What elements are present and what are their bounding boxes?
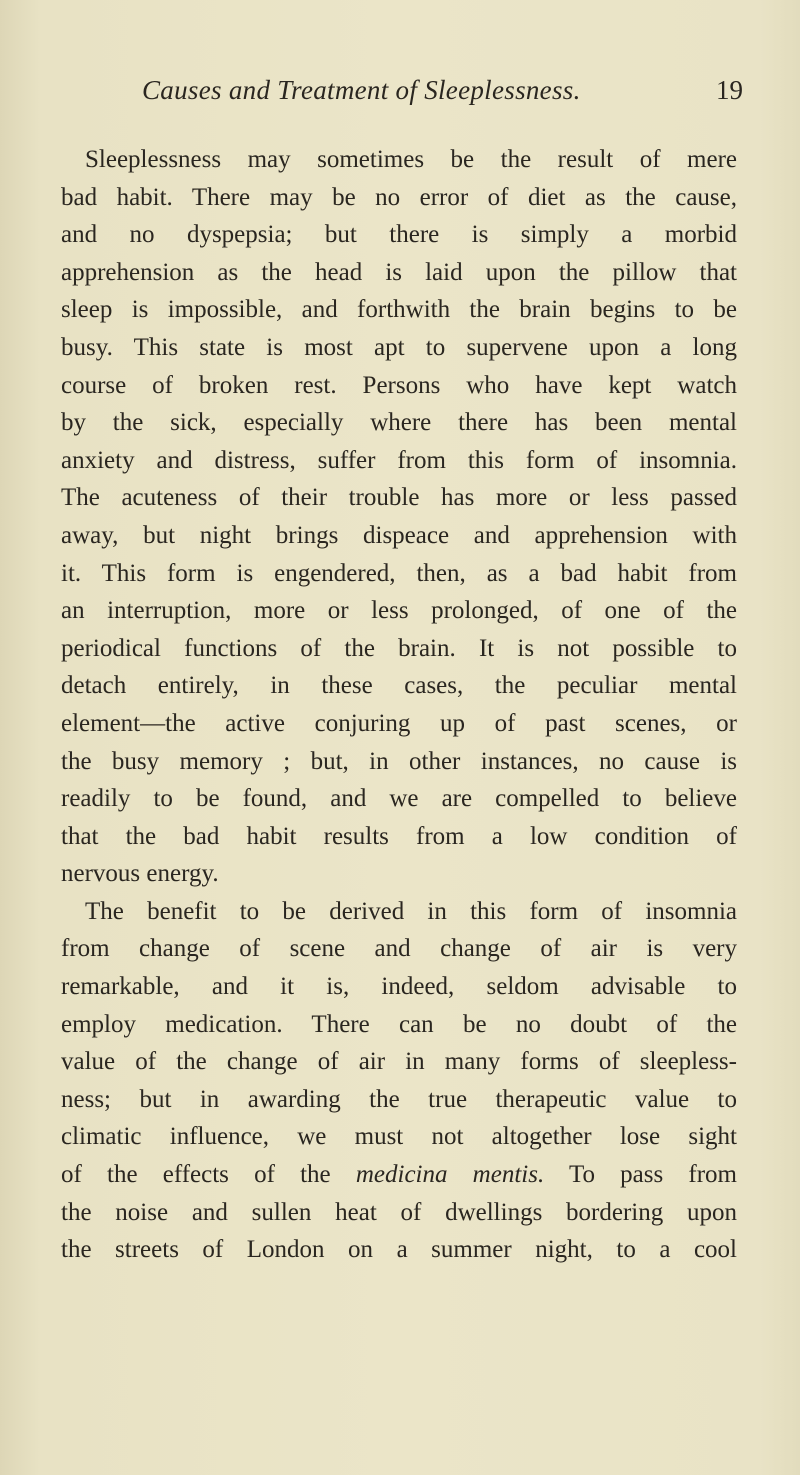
text-line bbox=[61, 555, 737, 593]
text-line-content: of the effects of the bbox=[61, 1161, 356, 1189]
text-line-content: the noise and sullen heat of dwellings bordering upon bbox=[61, 1198, 737, 1226]
text-line bbox=[61, 930, 737, 968]
text-line-content: nervous energy. bbox=[61, 860, 219, 888]
text-line-content: employ medication. There can be no doubt of the bbox=[61, 1010, 737, 1038]
text-line bbox=[61, 667, 737, 705]
text-line-content: apprehension as the head is laid upon the pillow that bbox=[61, 258, 737, 286]
text-line bbox=[61, 404, 737, 442]
text-line bbox=[61, 630, 737, 668]
running-head-title: Causes and Treatment of Sleeplessness. bbox=[142, 75, 581, 105]
text-line-content: an interruption, more or less prolonged, of one of the bbox=[61, 597, 737, 625]
text-line-content: Sleeplessness may sometimes be the result of mere bbox=[85, 146, 737, 173]
text-line bbox=[61, 1156, 737, 1194]
text-line-content: the busy memory ; but, in other instances, no cause is bbox=[61, 747, 737, 775]
text-line-content: by the sick, especially where there has been mental bbox=[61, 409, 737, 437]
text-line-content: from change of scene and change of air is very bbox=[61, 935, 737, 963]
text-line bbox=[61, 367, 737, 405]
text-line bbox=[61, 780, 737, 818]
text-line-content: sleep is impossible, and forthwith the brain begins to be bbox=[61, 296, 737, 324]
italic-term: medicina mentis. bbox=[355, 1161, 545, 1189]
running-head bbox=[0, 72, 800, 112]
text-line-content: bad habit. There may be no error of diet as the cause, bbox=[61, 183, 737, 211]
text-line-content: The acuteness of their trouble has more or less passed bbox=[61, 484, 737, 512]
text-line-content: it. This form is engendered, then, as a bad habit from bbox=[61, 559, 737, 587]
text-line bbox=[61, 855, 737, 893]
text-line bbox=[61, 442, 737, 480]
text-line bbox=[61, 1043, 737, 1081]
text-line bbox=[61, 141, 737, 179]
text-line bbox=[61, 216, 737, 254]
text-line bbox=[61, 517, 737, 555]
text-line bbox=[61, 1006, 737, 1044]
text-line bbox=[61, 291, 737, 329]
text-line bbox=[61, 968, 737, 1006]
text-line-content: readily to be found, and we are compelled to believe bbox=[61, 785, 737, 813]
text-line-content: anxiety and distress, suffer from this form of insomnia. bbox=[61, 446, 737, 474]
text-line bbox=[61, 818, 737, 856]
text-line-content: ness; but in awarding the true therapeutic value to bbox=[61, 1085, 737, 1113]
text-line-content: and no dyspepsia; but there is simply a morbid bbox=[61, 221, 737, 249]
text-line bbox=[61, 743, 737, 781]
text-line-content: The benefit to be derived in this form of insomnia bbox=[85, 897, 737, 925]
text-line-content: away, but night brings dispeace and apprehension with bbox=[61, 521, 737, 549]
text-line bbox=[61, 592, 737, 630]
text-line bbox=[61, 1081, 737, 1119]
text-line bbox=[61, 329, 737, 367]
text-line-content: course of broken rest. Persons who have kept watch bbox=[61, 371, 737, 399]
text-line-continuation: To pass from bbox=[544, 1161, 737, 1189]
page-number: 19 bbox=[716, 75, 743, 105]
body-text bbox=[61, 141, 737, 1269]
text-line-content: value of the change of air in many forms of sleepless- bbox=[61, 1048, 737, 1076]
text-line-content: element—the active conjuring up of past scenes, or bbox=[61, 709, 737, 737]
text-line-content: climatic influence, we must not altogether lose sight bbox=[61, 1123, 737, 1151]
text-line bbox=[61, 1231, 737, 1269]
text-line-content: detach entirely, in these cases, the peculiar mental bbox=[61, 672, 737, 700]
text-line bbox=[61, 893, 737, 931]
text-line-content: periodical functions of the brain. It is not possible to bbox=[61, 634, 737, 662]
text-line-content: that the bad habit results from a low condition of bbox=[61, 822, 737, 850]
text-line bbox=[61, 1194, 737, 1232]
text-line bbox=[61, 705, 737, 743]
text-line bbox=[61, 254, 737, 292]
text-line-content: remarkable, and it is, indeed, seldom advisable to bbox=[61, 973, 737, 1001]
text-line bbox=[61, 1118, 737, 1156]
text-line-content: busy. This state is most apt to supervene upon a long bbox=[61, 333, 737, 361]
text-line bbox=[61, 479, 737, 517]
text-line-content: the streets of London on a summer night, to a cool bbox=[61, 1236, 737, 1264]
text-line bbox=[61, 179, 737, 217]
